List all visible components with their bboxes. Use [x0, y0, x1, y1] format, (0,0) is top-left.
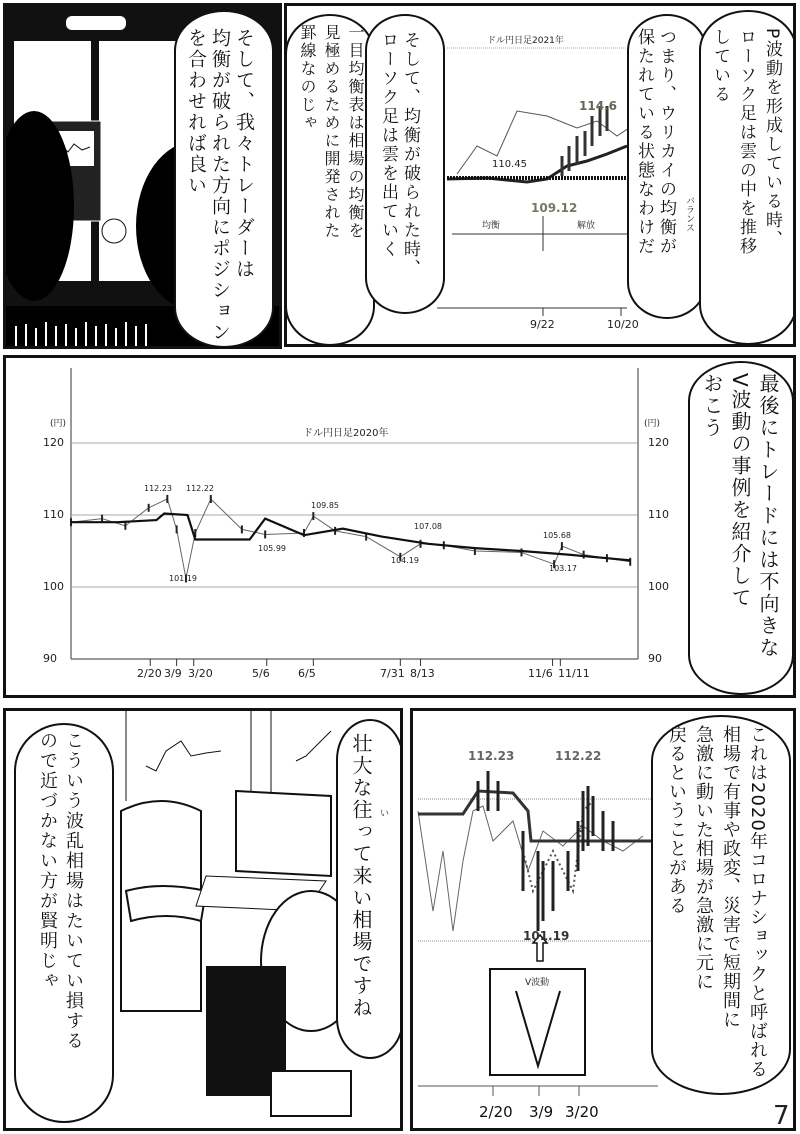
v-wave-box-label: V波動	[525, 978, 550, 988]
x-tick-label: 3/20	[565, 1103, 599, 1121]
y-axis-unit-left: (円)	[50, 419, 67, 429]
data-label: 112.23	[144, 484, 172, 493]
y-axis-unit-right: (円)	[644, 419, 661, 429]
panel-5	[410, 708, 796, 1131]
x-tick-label: 2/20	[137, 667, 162, 680]
price-label-high: 114.6	[579, 99, 617, 113]
speech-text: そして、我々トレーダーは 均衡が破られた方向にポジション を合わせれば良い	[185, 28, 255, 343]
y-tick-label: 100	[648, 580, 669, 593]
y-tick-label: 90	[43, 652, 57, 665]
y-tick-label: 100	[43, 580, 64, 593]
y-tick-label: 120	[648, 436, 669, 449]
x-tick-label: 3/9	[529, 1103, 554, 1121]
speech-text: こういう波乱相場はたいてい損する ので近づかない方が賢明じゃ	[37, 731, 84, 1051]
x-tick-label: 2/20	[479, 1103, 513, 1121]
y-tick-label: 90	[648, 652, 662, 665]
y-tick-label: 120	[43, 436, 64, 449]
speech-text: そして、均衡が破られた時、 ローソク足は雲を出ていく	[378, 31, 420, 278]
x-tick-label: 11/11	[558, 667, 590, 680]
price-label-low: 101.19	[523, 929, 570, 943]
x-tick-label: 3/9	[164, 667, 182, 680]
chart-2020	[6, 358, 796, 698]
x-tick-label: 7/31	[380, 667, 405, 680]
data-label: 109.85	[311, 501, 339, 510]
panel-3	[3, 355, 796, 698]
chart-title: ドル円日足2021年	[487, 36, 564, 46]
price-label-high-1: 112.23	[468, 749, 515, 763]
x-tick-label: 3/20	[188, 667, 213, 680]
speech-text: これは2020年コロナショックと呼ばれる 相場で有事や政変、災害で短期間に 急激に動いた相場が急激に元に 戻るということがある	[666, 725, 768, 1079]
data-label: 101.19	[169, 574, 197, 583]
panel-2	[284, 3, 796, 347]
data-label: 105.99	[258, 544, 286, 553]
chart-title: ドル円日足2020年	[303, 428, 389, 439]
x-tick-label: 11/6	[528, 667, 553, 680]
page-number: 7	[773, 1101, 790, 1131]
data-label: 112.22	[186, 484, 214, 493]
price-label-low: 109.12	[531, 201, 578, 215]
panel-4	[3, 708, 403, 1131]
x-tick-label: 10/20	[607, 318, 639, 331]
speech-text: 壮大な往って来い相場ですね	[349, 733, 373, 1019]
furigana: バランス	[684, 196, 694, 232]
phase-label-release: 解放	[577, 221, 596, 231]
phase-label-equilibrium: 均衡	[482, 221, 501, 231]
speech-text: 最後にトレードには不向きな V波動の事例を紹介して おこう	[700, 373, 780, 659]
data-label: 105.68	[543, 531, 571, 540]
x-tick-label: 9/22	[530, 318, 555, 331]
data-label: 103.17	[549, 564, 577, 573]
x-tick-label: 5/6	[252, 667, 270, 680]
speech-text: P波動を形成している時、 ローソク足は雲の中を推移 している	[710, 28, 782, 256]
price-label-110-45: 110.45	[492, 159, 527, 170]
y-tick-label: 110	[43, 508, 64, 521]
panel-1	[3, 3, 282, 349]
price-label-high-2: 112.22	[555, 749, 602, 763]
data-label: 104.19	[391, 556, 419, 565]
x-tick-label: 8/13	[410, 667, 435, 680]
y-tick-label: 110	[648, 508, 669, 521]
speech-text: つまり、ウリカイの均衡が 保たれている状態なわけだ	[634, 28, 676, 256]
x-tick-label: 6/5	[298, 667, 316, 680]
data-label: 107.08	[414, 522, 442, 531]
speech-text: 一目均衡表は相場の均衡を 見極めるために開発された 罫線なのじゃ	[298, 24, 365, 240]
furigana: い	[380, 809, 390, 819]
